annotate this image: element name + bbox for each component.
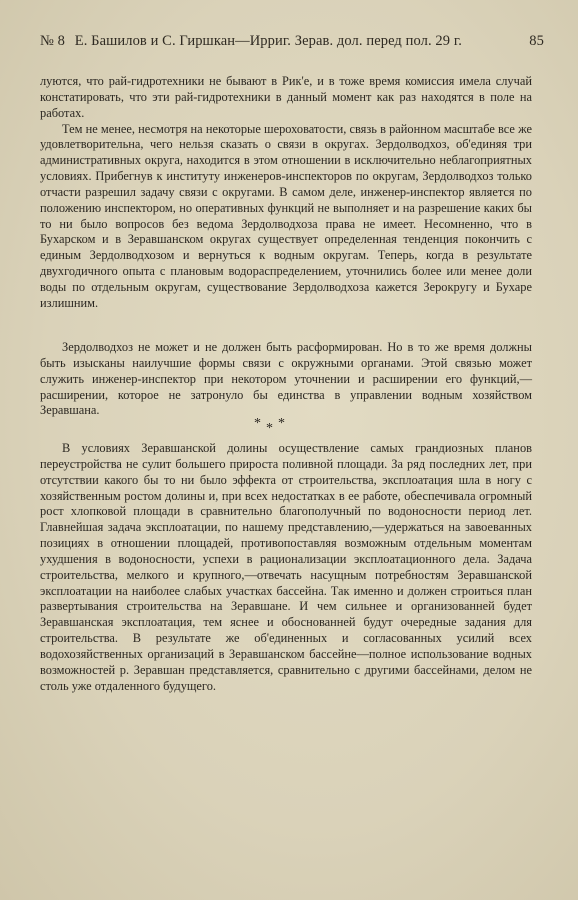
header-title: Е. Башилов и С. Гиршкан—Ирриг. Зерав. дол. перед пол. 29 г. xyxy=(74,33,462,49)
asterisk: * xyxy=(266,421,273,436)
paragraph: Зердолводхоз не может и не должен быть расформирован. Но в то же время должны быть изысканы наилучшие формы связи с окружными органами. Этой связью может служить инженер-инспектор при некотором уточнении и расширении его функций,—расширении, которое не затронуло бы единства в управлении водным хозяйством Зеравшана. xyxy=(40,340,532,418)
paragraph: Тем не менее, несмотря на некоторые шероховатости, связь в районном масштабе все же удовлетворительна, чего нельзя сказать о связи в округах. Зердолводхоз, об'единяя три административных округа, находится в этом отношении в исключительно неблагоприятных условиях. Прибегнув к институту инженеров-инспекторов по округам, Зердолводхоз только отчасти разрешил задачу связи с округами. В самом деле, инженер-инспектор является по положению инспектором, но оперативных функций не выполняет и на разрешение каких бы то ни было вопросов без ведома Зердолводхоза права не имеет. Несомненно, что в Бухарском и в Зеравшанском округах существует определенная тенденция покончить с единым Зердолводхозом и вернуться к водным округам. Теперь, когда в результате двухгодичного опыта с плановым водораспределением, уточнились более или менее доли воды по отдельным округам, существование Зердолводхоза кажется Зерокругу и Бухаре излишним. xyxy=(40,121,532,310)
asterisk: * xyxy=(254,416,261,431)
paragraph-continuation: луются, что рай-гидротехники не бывают в Рик'е, и в тоже время комиссия имела случай констатировать, что эти рай-гидротехники в данный момент как раз находятся в поле на работах. xyxy=(40,74,532,120)
text-block-2 xyxy=(40,340,532,419)
text-block-3 xyxy=(40,441,532,695)
issue-number: № 8 xyxy=(40,33,66,49)
text-block-1 xyxy=(40,74,532,312)
running-header xyxy=(40,33,544,50)
paragraph: В условиях Зеравшанской долины осуществление самых грандиозных планов переустройства не сулит большего прироста поливной площади. За ряд последних лет, при отсутствии какого бы то ни было эффекта от строительства, эксплоатация шла в ногу с хозяйственным ростом долины и, при всех недостатках в ее работе, обеспечивала огромный рост хлопковой площади в сравнительно благополучный по водоносности период лет. Главнейшая задача эксплоатации, по нашему представлению,—удержаться на завоеванных позициях в отношении площадей, противопоставляя возможным отдельным моментам ухудшения в водоносности, успехи в рационализации эксплоатационного дела. Задача строительства, мелкого и крупного,—отвечать насущным потребностям Зеравшанской эксплоатации на наиболее слабых участках бассейна. Так именно и должен строиться план развертывания строительства на Зеравшане. И чем сильнее и организованней будет Зеравшанская эксплоатация, тем яснее и обоснованней будут очередные задания для строительства. В результате же об'единенных и согласованных усилий всех водохозяйственных организаций в Зеравшанском бассейне—полное использование водных возможностей р. Зеравшан представляется, сравнительно с другими бассейнами, делом не столь уже отдаленного будущего. xyxy=(40,441,532,693)
section-separator xyxy=(248,416,308,436)
page-number: 85 xyxy=(529,33,544,49)
asterisk: * xyxy=(278,416,285,431)
